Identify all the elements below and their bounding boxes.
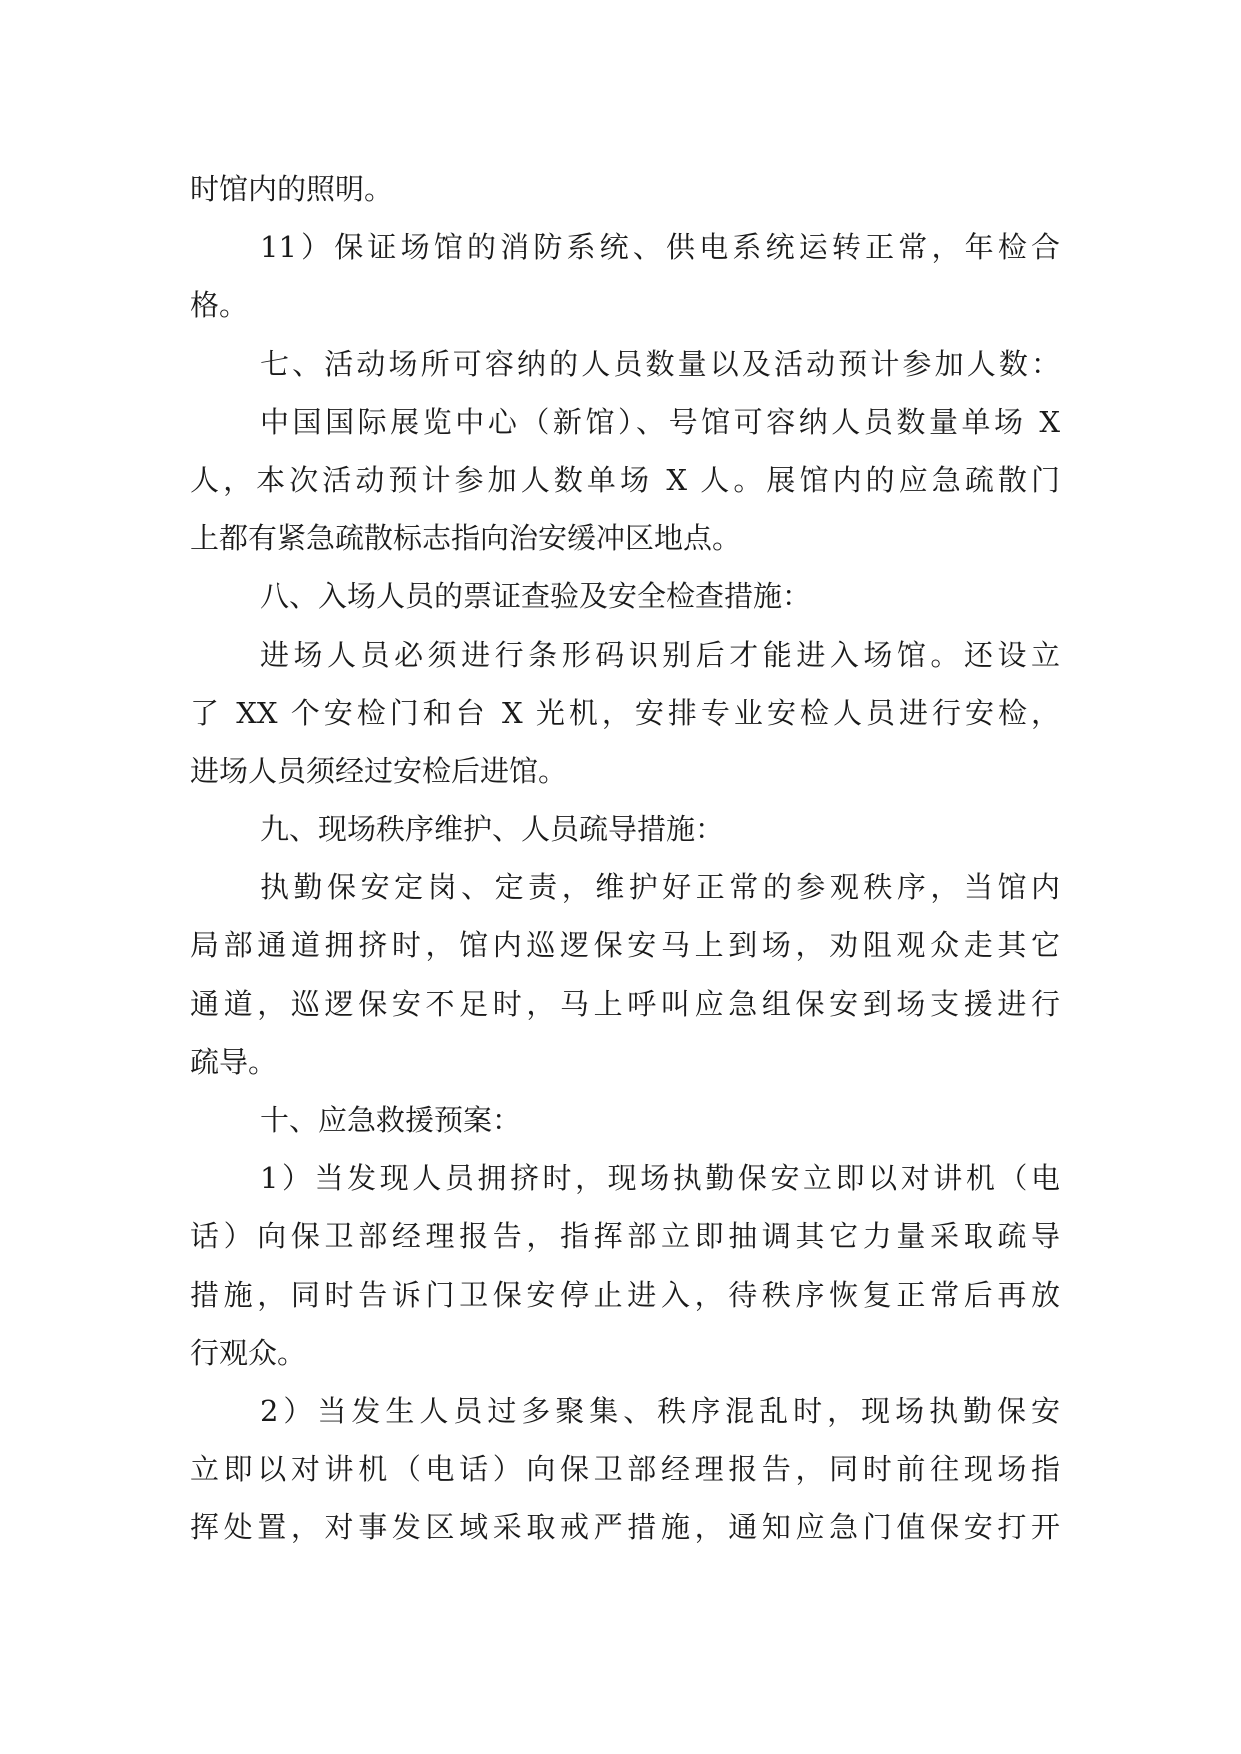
section-heading: 九、现场秩序维护、人员疏导措施： <box>260 812 725 847</box>
document-body <box>190 160 1060 1557</box>
text-line: 11）保证场馆的消防系统、供电系统运转正常，年检合 <box>260 230 1060 265</box>
text-line: 进场人员须经过安检后进馆。 <box>190 753 568 788</box>
text-line: 上都有紧急疏散标志指向治安缓冲区地点。 <box>190 521 742 556</box>
text-line: 时馆内的照明。 <box>190 172 394 206</box>
text-line: 行观众。 <box>190 1335 307 1370</box>
text-line: 立即以对讲机（电话）向保卫部经理报告，同时前往现场指 <box>190 1452 1060 1487</box>
section-heading: 十、应急救援预案： <box>260 1103 522 1137</box>
text-line: 话）向保卫部经理报告，指挥部立即抽调其它力量采取疏导 <box>190 1219 1060 1254</box>
text-line: 中国国际展览中心（新馆）、号馆可容纳人员数量单场 X <box>260 404 1060 439</box>
section-heading: 七、活动场所可容纳的人员数量以及活动预计参加人数： <box>260 346 1060 381</box>
text-line: 人，本次活动预计参加人数单场 X 人。展馆内的应急疏散门 <box>190 462 1060 497</box>
text-line: 2）当发生人员过多聚集、秩序混乱时，现场执勤保安 <box>260 1393 1060 1428</box>
text-line: 疏导。 <box>190 1044 278 1079</box>
text-line: 执勤保安定岗、定责，维护好正常的参观秩序，当馆内 <box>260 870 1060 905</box>
text-line: 1）当发现人员拥挤时，现场执勤保安立即以对讲机（电 <box>260 1161 1060 1196</box>
text-line: 措施，同时告诉门卫保安停止进入，待秩序恢复正常后再放 <box>190 1277 1060 1312</box>
text-line: 进场人员必须进行条形码识别后才能进入场馆。还设立 <box>260 637 1060 672</box>
text-line: 了 XX 个安检门和台 X 光机，安排专业安检人员进行安检， <box>190 695 1060 730</box>
section-heading: 八、入场人员的票证查验及安全检查措施： <box>260 579 812 614</box>
text-line: 局部通道拥挤时，馆内巡逻保安马上到场，劝阻观众走其它 <box>190 928 1060 963</box>
text-line: 格。 <box>190 288 249 323</box>
text-line: 通道，巡逻保安不足时，马上呼叫应急组保安到场支援进行 <box>190 986 1060 1021</box>
text-line: 挥处置，对事发区域采取戒严措施，通知应急门值保安打开 <box>190 1510 1060 1545</box>
